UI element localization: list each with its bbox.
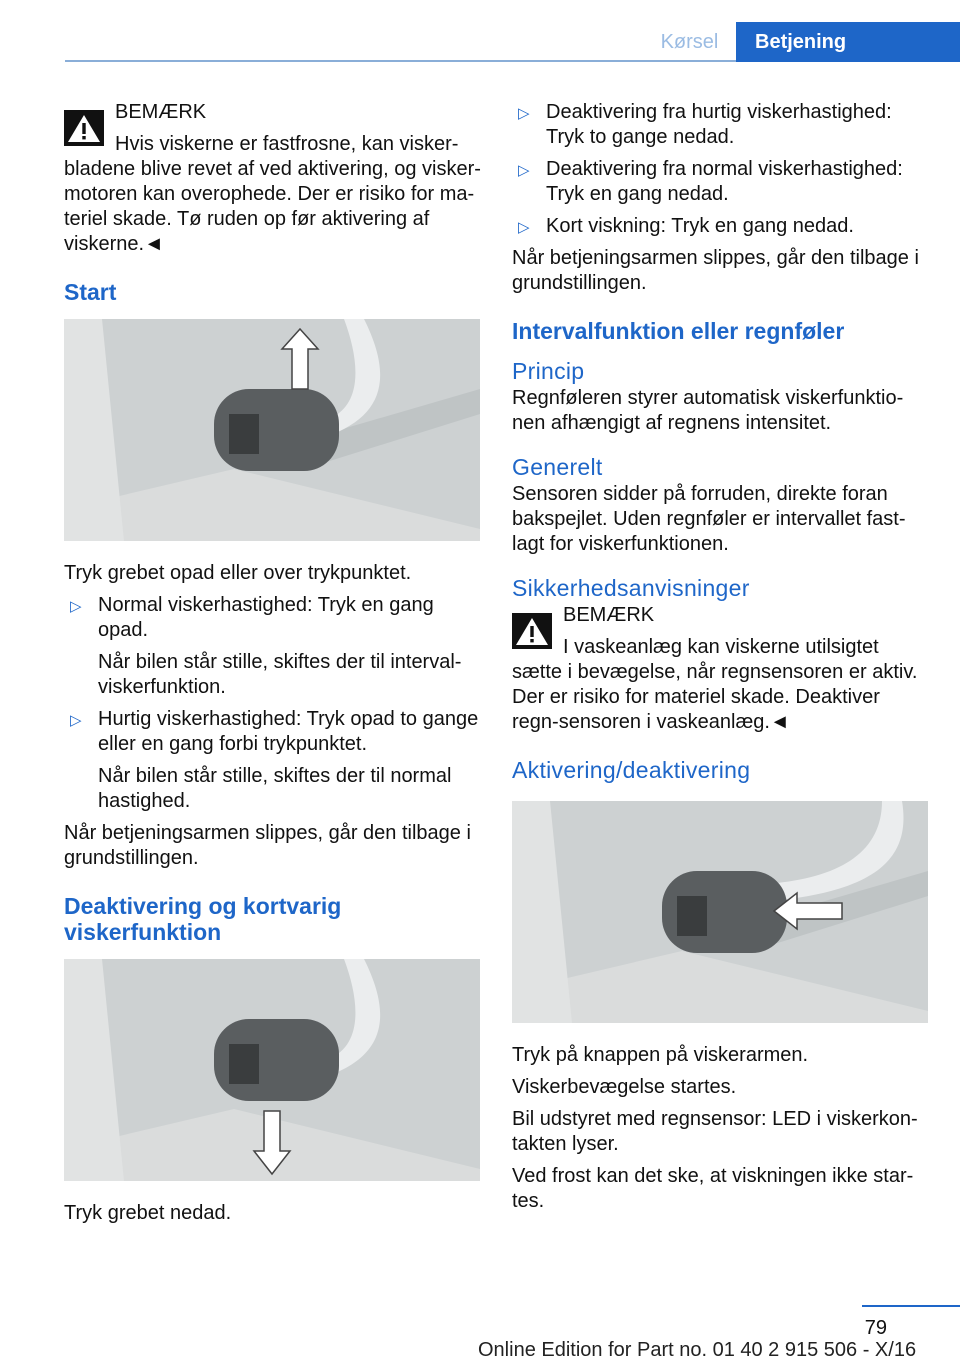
wiper-stalk-up-illustration <box>64 319 480 541</box>
activation-text-4: Ved frost kan det ske, at viskningen ikke star-tes. <box>512 1165 914 1212</box>
start-caption: Tryk grebet opad eller over trykpunktet. <box>64 562 412 584</box>
list-item-main: Normal viskerhastighed: Tryk en gang opad. <box>98 594 434 641</box>
list-item <box>64 593 482 700</box>
activation-figure <box>512 801 928 1023</box>
list-item-text: Kort viskning: Tryk en gang nedad. <box>546 215 854 237</box>
warning-text-first: Hvis viskerne er fastfrosne, kan visker- <box>115 133 459 155</box>
start-list <box>64 593 482 814</box>
triangle-bullet-icon: ▷ <box>70 598 82 615</box>
warning-text-rest: bladene blive revet af ved aktivering, og visker-motoren kan overophede. Der er risiko for ma-teriel skade. Tø ruden op før aktivering af viskerne.◄ <box>64 158 481 255</box>
left-column <box>64 100 482 1233</box>
page-header <box>0 22 960 62</box>
header-active-tab[interactable]: Betjening <box>736 22 960 62</box>
deactivation-caption: Tryk grebet nedad. <box>64 1202 232 1224</box>
warning-title: BEMÆRK <box>115 101 207 123</box>
list-item <box>512 100 930 150</box>
activation-text-2: Viskerbevægelse startes. <box>512 1076 737 1098</box>
warning-triangle-icon <box>64 110 104 146</box>
start-heading: Start <box>64 279 117 305</box>
warning-title: BEMÆRK <box>563 604 655 626</box>
release-text: Når betjeningsarmen slippes, går den tilbage i grundstillingen. <box>512 247 919 294</box>
warning-text-rest: sætte i bevægelse, når regnsensoren er aktiv. Der er risiko for materiel skade. Deaktiver regn-sensoren i vaskeanlæg.◄ <box>512 661 918 733</box>
header-section-tab[interactable]: Kørsel <box>660 31 719 53</box>
list-item <box>64 707 482 814</box>
safety-heading: Sikkerhedsanvisninger <box>512 575 750 601</box>
warning-triangle-icon <box>512 613 552 649</box>
triangle-bullet-icon: ▷ <box>518 219 530 236</box>
triangle-bullet-icon: ▷ <box>518 105 530 122</box>
start-figure <box>64 319 480 541</box>
list-item <box>512 214 930 239</box>
princip-text: Regnføleren styrer automatisk viskerfunktio-nen afhængigt af regnens intensitet. <box>512 387 904 434</box>
list-item-main: Hurtig viskerhastighed: Tryk opad to gange eller en gang forbi trykpunktet. <box>98 708 479 755</box>
deactivation-figure <box>64 959 480 1181</box>
footer-rule <box>862 1305 960 1307</box>
wiper-stalk-down-illustration <box>64 959 480 1181</box>
activation-text-3: Bil udstyret med regnsensor: LED i viskerkon-takten lyser. <box>512 1108 918 1155</box>
wiper-button-press-illustration <box>512 801 928 1023</box>
right-column <box>512 100 930 1221</box>
list-item-text: Deaktivering fra hurtig viskerhastighed: Tryk to gange nedad. <box>546 101 892 148</box>
activation-heading: Aktivering/deaktivering <box>512 757 751 783</box>
triangle-bullet-icon: ▷ <box>518 162 530 179</box>
generelt-text: Sensoren sidder på forruden, direkte foran bakspejlet. Uden regnføler er intervallet fast-lagt for viskerfunktionen. <box>512 483 906 555</box>
activation-text-1: Tryk på knappen på viskerarmen. <box>512 1044 809 1066</box>
list-item-text: Deaktivering fra normal viskerhastighed: Tryk en gang nedad. <box>546 158 903 205</box>
triangle-bullet-icon: ▷ <box>70 712 82 729</box>
deactivation-list <box>512 100 930 239</box>
footer-edition: Online Edition for Part no. 01 40 2 915 506 - X/16 <box>478 1339 917 1361</box>
list-item-sub: Når bilen står stille, skiftes der til interval-viskerfunktion. <box>98 651 462 698</box>
warning-text-first: I vaskeanlæg kan viskerne utilsigtet <box>563 636 879 658</box>
list-item <box>512 157 930 207</box>
warning-box <box>512 603 930 735</box>
generelt-heading: Generelt <box>512 454 603 480</box>
warning-box <box>64 100 482 257</box>
list-item-sub: Når bilen står stille, skiftes der til normal hastighed. <box>98 765 452 812</box>
release-text: Når betjeningsarmen slippes, går den tilbage i grundstillingen. <box>64 822 471 869</box>
page-number: 79 <box>864 1317 887 1339</box>
princip-heading: Princip <box>512 358 585 384</box>
interval-heading: Intervalfunktion eller regnføler <box>512 318 845 344</box>
deactivation-heading: Deaktivering og kortvarig viskerfunktion <box>64 893 342 945</box>
